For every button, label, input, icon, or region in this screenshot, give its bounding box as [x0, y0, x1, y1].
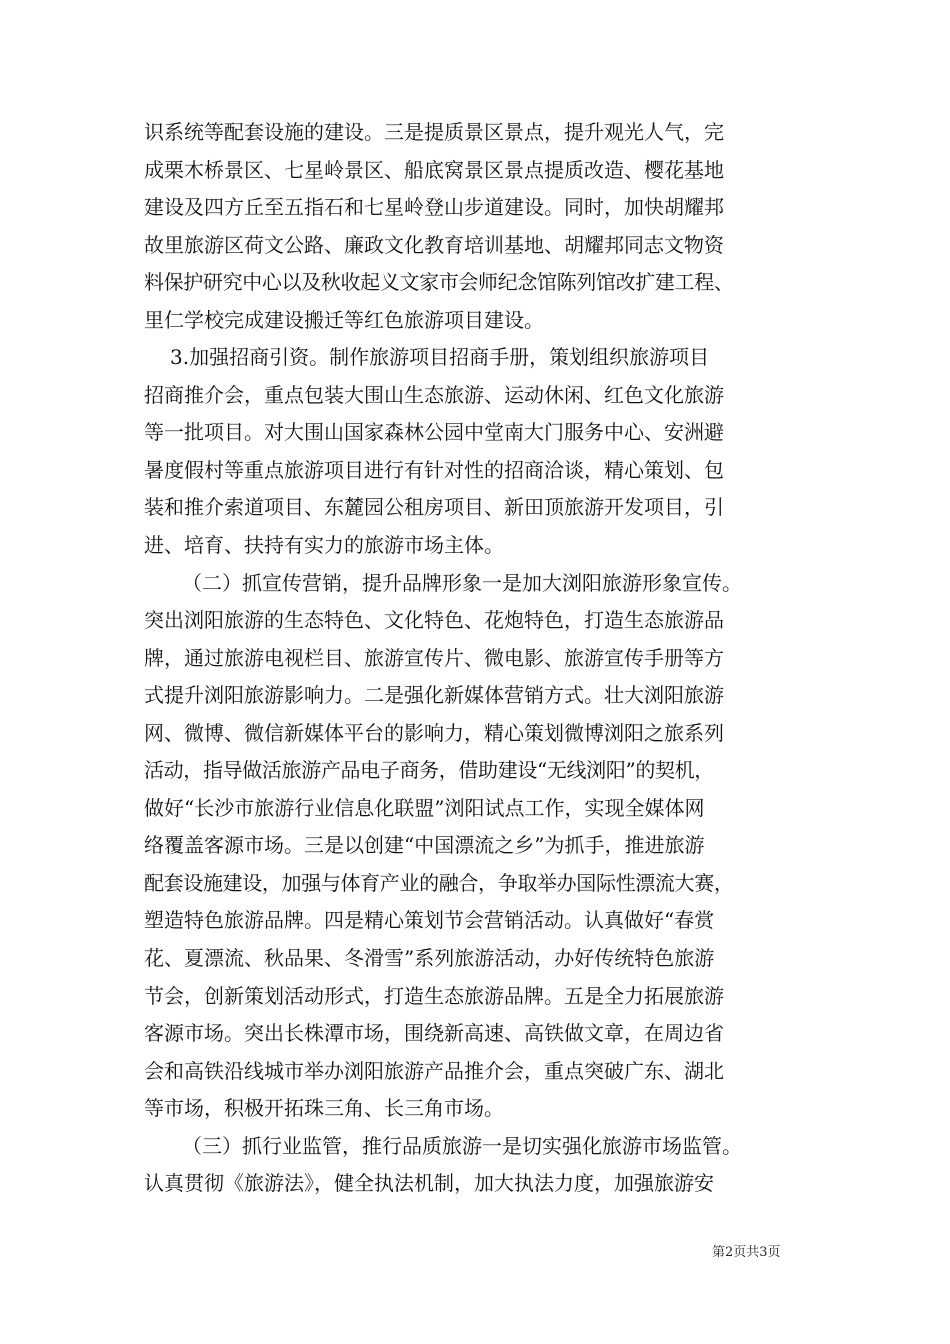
document-body: [144, 114, 806, 1203]
page-number-footer: 第2页共3页: [712, 1245, 781, 1260]
text-line: 塑造特色旅游品牌。四是精心策划节会营销活动。认真做好“春赏: [144, 908, 715, 933]
text-line: 暑度假村等重点旅游项目进行有针对性的招商洽谈，精心策划、包: [144, 457, 724, 482]
text-line: 网、微博、微信新媒体平台的影响力，精心策划微博浏阳之旅系列: [144, 720, 724, 745]
text-line: 客源市场。突出长株潭市场，围绕新高速、高铁做文章，在周边省: [144, 1021, 724, 1046]
text-line: 料保护研究中心以及秋收起义文家市会师纪念馆陈列馆改扩建工程、: [144, 270, 734, 295]
section-heading-line: （二）抓宣传营销，提升品牌形象一是加大浏阳旅游形象宣传。: [182, 570, 742, 595]
text-line: 配套设施建设，加强与体育产业的融合，争取举办国际性漂流大赛，: [144, 870, 734, 895]
text-line: 节会，创新策划活动形式，打造生态旅游品牌。五是全力拓展旅游: [144, 983, 724, 1008]
text-line: 突出浏阳旅游的生态特色、文化特色、花炮特色，打造生态旅游品: [144, 608, 724, 633]
text-line: 做好“长沙市旅游行业信息化联盟”浏阳试点工作，实现全媒体网: [144, 795, 705, 820]
section-heading-line: （三）抓行业监管，推行品质旅游一是切实强化旅游市场监管。: [182, 1133, 742, 1158]
text-line: 装和推介索道项目、东麓园公租房项目、新田顶旅游开发项目，引: [144, 495, 724, 520]
text-line: 式提升浏阳旅游影响力。二是强化新媒体营销方式。壮大浏阳旅游: [144, 683, 724, 708]
text-line: 等市场，积极开拓珠三角、长三角市场。: [144, 1096, 504, 1121]
text-line: 活动，指导做活旅游产品电子商务，借助建设“无线浏阳”的契机，: [144, 758, 714, 783]
text-line: 识系统等配套设施的建设。三是提质景区景点，提升观光人气，完: [144, 120, 724, 144]
text-line: 招商推介会，重点包装大围山生态旅游、运动休闲、红色文化旅游: [144, 382, 724, 407]
text-line: 认真贯彻《旅游法》，健全执法机制，加大执法力度，加强旅游安: [144, 1171, 714, 1196]
text-line: 花、夏漂流、秋品果、冬滑雪”系列旅游活动，办好传统特色旅游: [144, 946, 715, 971]
text-line: 牌，通过旅游电视栏目、旅游宣传片、微电影、旅游宣传手册等方: [144, 645, 724, 670]
text-line: 进、培育、扶持有实力的旅游市场主体。: [144, 533, 504, 558]
paragraph-start-line: 3.加强招商引资。制作旅游项目招商手册，策划组织旅游项目: [170, 345, 710, 370]
text-line: 故里旅游区荷文公路、廉政文化教育培训基地、胡耀邦同志文物资: [144, 232, 724, 257]
text-line: 会和高铁沿线城市举办浏阳旅游产品推介会，重点突破广东、湖北: [144, 1058, 724, 1083]
text-line: 等一批项目。对大围山国家森林公园中堂南大门服务中心、安洲避: [144, 420, 724, 445]
text-line: 里仁学校完成建设搬迁等红色旅游项目建设。: [144, 307, 544, 332]
text-line: 建设及四方丘至五指石和七星岭登山步道建设。同时，加快胡耀邦: [144, 195, 724, 220]
text-line: 络覆盖客源市场。三是以创建“中国漂流之乡”为抓手，推进旅游: [144, 833, 705, 858]
text-line: 成栗木桥景区、七星岭景区、船底窝景区景点提质改造、樱花基地: [144, 157, 724, 182]
